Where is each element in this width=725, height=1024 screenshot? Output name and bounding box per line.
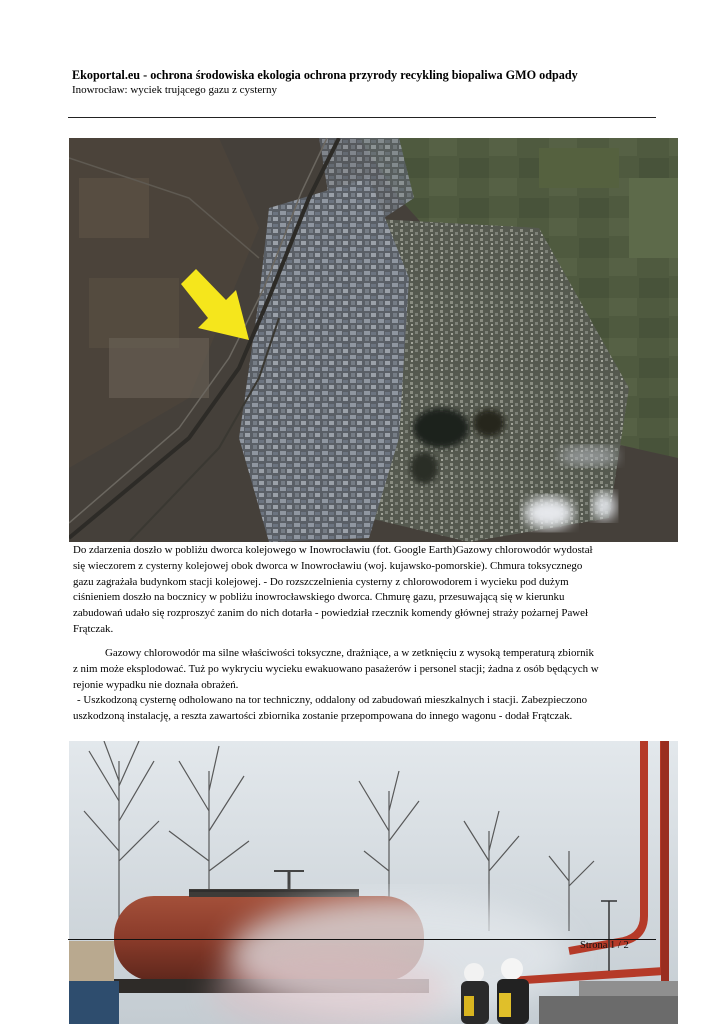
paragraph-1 <box>73 543 663 638</box>
text-line: rejonie wypadku nie doznała obrażeń. <box>73 678 239 691</box>
footer-divider <box>68 939 656 940</box>
text-line: Frątczak. <box>73 622 114 635</box>
text-line: Do zdarzenia doszło w pobliżu dworca kolejowego w Inowrocławiu (fot. Google Earth)Gazowy chlorowodór wydostał <box>73 544 593 556</box>
text-line: - Uszkodzoną cysternę odholowano na tor techniczny, oddalony od zabudowań mieszkalnych i stacji. Zabezpieczono <box>77 694 588 706</box>
site-title: Ekoportal.eu - ochrona środowiska ekologia ochrona przyrody recykling biopaliwa GMO odpady <box>72 68 578 82</box>
text-line: ciśnieniem doszło na bocznicy w pobliżu inowrocławskiego dworca. Chmurę gazu, przesuwającą się w kierunku <box>73 591 565 604</box>
paragraph-2 <box>73 646 663 693</box>
paragraph-3 <box>73 693 663 725</box>
text-line: się wieczorem z cysterny kolejowej obok dworca w Inowrocławiu (woj. kujawsko-pomorskie). Chmura toksycznego <box>73 559 583 572</box>
text-line: uszkodzoną instalację, a reszta zawartości zbiornika zostanie przepompowana do innego wagonu - dodał Frątczak. <box>73 709 573 722</box>
text-line: Gazowy chlorowodór ma silne właściwości toksyczne, drażniące, a w zetknięciu z wysoką temperaturą zbiornik <box>105 647 594 659</box>
text-line: zabudowań udało się rozproszyć zanim do nich dotarła - powiedział rzecznik komendy głównej straży pożarnej Paweł <box>73 607 588 620</box>
text-line: gazu zagrażała budynkom stacji kolejowej. - Do rozszczelnienia cysterny z chlorowodorem i wycieku pod dużym <box>73 575 569 588</box>
aerial-satellite-photo <box>69 138 678 542</box>
firefighters-tank-car-photo <box>69 741 678 1024</box>
article-title: Inowrocław: wyciek trującego gazu z cysterny <box>72 84 277 96</box>
page-number: Strona 1 / 2 <box>580 940 629 951</box>
text-line: z nim może eksplodować. Tuż po wykryciu wycieku ewakuowano pasażerów i personel stacji; żadna z osób będących w <box>73 662 599 675</box>
header-divider <box>68 117 656 118</box>
